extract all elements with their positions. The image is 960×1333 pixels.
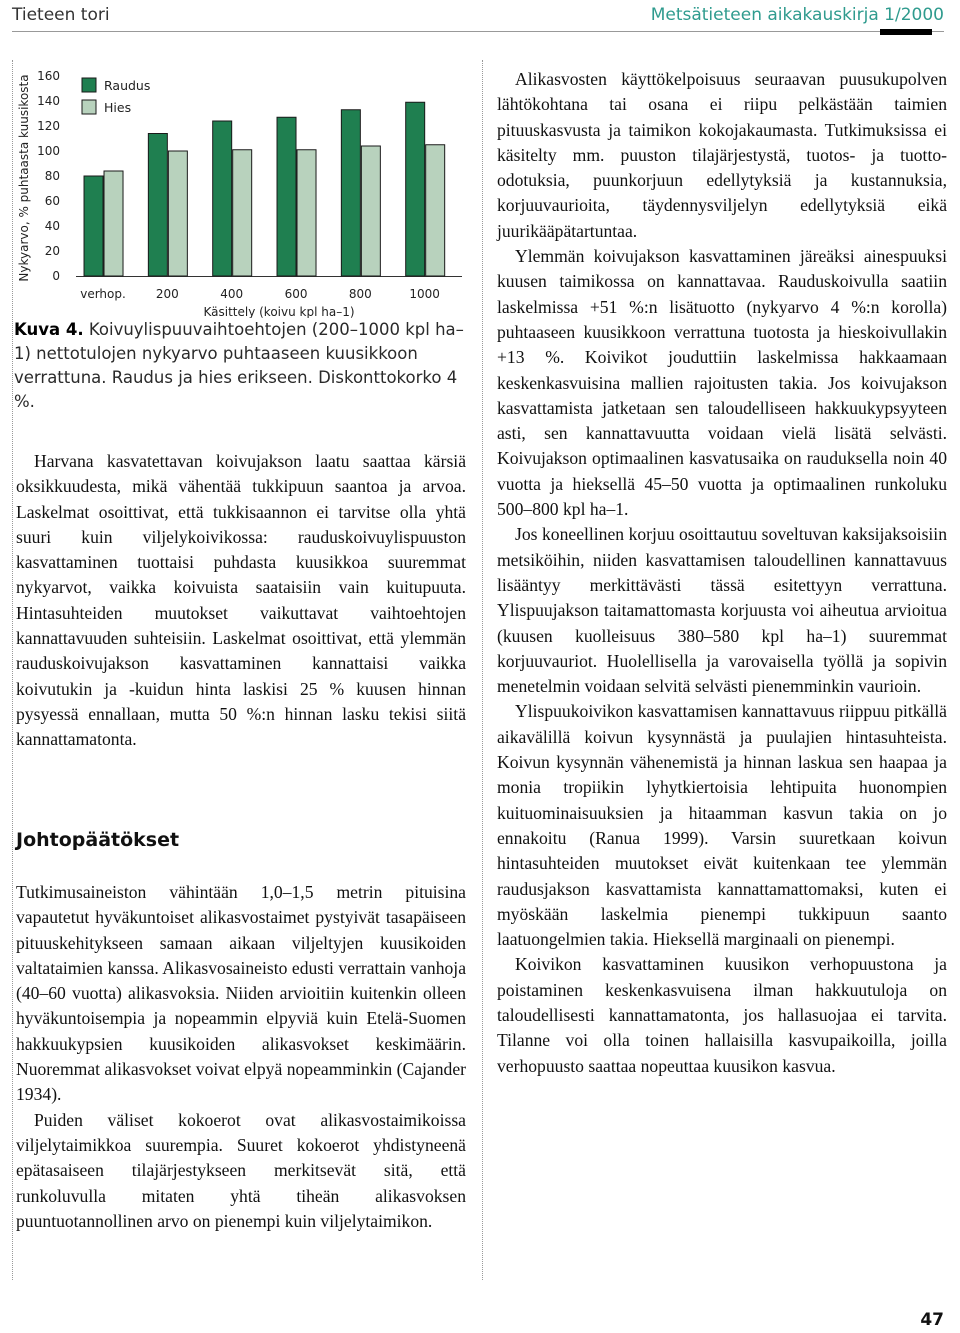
x-tick-label: 600 [284, 287, 308, 301]
x-axis-label: Käsittely (koivu kpl ha–1) [203, 305, 355, 318]
conclusions-text [16, 880, 466, 1234]
x-tick-label: 800 [348, 287, 372, 301]
figure-caption [14, 318, 469, 414]
paragraph: Puiden väliset kokoerot ovat alikasvostaimikoissa viljelytaimikkoa suurempia. Suuret kokoerot yhdistyneenä epätasaiseen tilajärjestykseen merkitsevät sitä, että runkoluvulla mitaten yhtä tiheän alikasvoksen puuntuotannollinen arvo on pienempi kuin viljelytaimikon. [16, 1109, 466, 1231]
page-number: 47 [920, 1310, 944, 1330]
left-column-text [16, 449, 466, 753]
caption-label: Kuva 4. [14, 320, 84, 339]
paragraph: Ylispuukoivikon kasvattamisen kannattavuus riippuu pitkällä aikavälillä koivun kysynnästä ja puulajien hintasuhteista. Koivun kysynnän vähenemistä ja hinnan laskua sen haapaa ja monia tropiikin lyhytkiertoisia lehtipuita huonompien kuituominaisuuksien ja hitaamman kasvun takia on jo ennakoitu (Ranua 1999). Varsin suuretkaan koivun hintasuhteiden muutokset eivät kuitenkaan tee ylemmän raudusjakson kasvattamista kannattamattomaksi, kuten ei myöskään laskelmia pienempi tukkipuun saanto laatuongelmien takia. Hieksellä marginaali on pienempi. [497, 701, 947, 950]
y-tick-label: 140 [37, 94, 60, 108]
bar-raudus-1 [148, 134, 167, 277]
header-rule [12, 31, 944, 32]
paragraph: Alikasvosten käyttökelpoisuus seuraavan puusukupolven lähtökohtana tai osana ei riipu pelkästään taimien pituuskasvusta ja taimikon kokojakaumasta. Tutkimuksissa ei käsitelty mm. puuston tilajärjestystä, tuotos- ja tuotto-odotuksia, puunkorjuun edellytyksiä ja kustannuksia, korjuuvaurioita, täydennysviljelyn edellytyksiä eikä juurikääpätartuntaa. [497, 69, 947, 241]
bar-hies-1 [168, 151, 187, 276]
y-tick-label: 160 [37, 69, 60, 83]
y-axis-label: Nykyarvo, % puhtaasta kuusikosta [17, 74, 31, 282]
legend-label: Raudus [104, 78, 151, 93]
y-tick-label: 60 [44, 194, 60, 208]
bar-hies-4 [361, 146, 380, 276]
bar-hies-0 [104, 171, 123, 276]
legend-swatch-hies [82, 100, 96, 114]
paragraph: Harvana kasvatettavan koivujakson laatu saattaa kärsiä oksikkuudesta, mikä vähentää tukkipuun saantoa ja arvoa. Laskelmat osoittivat, että tukkisaannon ei tarvitse olla yhtä suuri kuin viljelykoivikossa: rauduskoivuylispuuston kasvattaminen tuottaisi puhdasta kuusikkoa suuremmat nykyarvot, vaikka koivuista saataisiin vain kuitupuuta. Hintasuhteiden muutokset vaikuttavat vaihtoehtojen kannattavuuden suhteisiin. Laskelmat osoittivat, että ylemmän rauduskoivujakson kasvattaminen kannattaisi vaikka koivutukin ja -kuidun hinta laskisi 25 % kuusen hinnan pysyessä ennallaan, mutta 50 %:n hinnan lasku tekisi siitä kannattamatonta. [16, 451, 466, 750]
y-tick-label: 20 [44, 244, 60, 258]
paragraph: Tutkimusaineiston vähintään 1,0–1,5 metrin pituisina vapautetut hyväkuntoiset alikasvostaimet pystyivät tasapäiseen pituuskehitykseen samaan aikaan viljeltyjen kuusikoiden valtataimien kanssa. Alikasvosaineisto edusti verrattain vanhoja (40–60 vuotta) alikasvoksia. Niiden arvioitiin kuitenkin olleen hyväkuntoisempia ja nopeammin elpyviä kuin Etelä-Suomen hakkuukypsien kuusikoiden alikasvokset keskimäärin. Nuoremmat alikasvokset voivat elpyä nopeamminkin (Cajander 1934). [16, 882, 466, 1105]
y-tick-label: 80 [44, 169, 60, 183]
bar-raudus-4 [341, 110, 360, 276]
bar-hies-3 [297, 150, 316, 276]
figure-bar-chart [14, 62, 466, 318]
running-header [0, 0, 960, 34]
left-margin-rule [12, 60, 13, 1280]
y-tick-label: 0 [52, 269, 60, 283]
paragraph: Ylemmän koivujakson kasvattaminen järeäksi ainespuuksi kuusen taimikossa on kannattavaa. Rauduskoivulla saatiin laskelmissa +51 %:n lisätuotto (nykyarvo 4 %:n korolla) puhtaaseen kuusikkoon verrattuna tuotosta ja hieskoivullakin +13 %. Koivikot jouduttiin laskelmissa hakkaamaan keskenkasvuisina mallien rajoitusten takia. Jos koivujakson kasvattamista jatketaan sen taloudelliseen hakkuukypsyyteen asti, sen kannattavuutta voidaan vielä lisätä selvästi. Koivujakson optimaalinen kasvatusaika on rauduksella noin 40 vuotta ja hieksellä 45–50 vuotta ja optimaalinen runkoluku 500–800 kpl ha–1. [497, 246, 947, 520]
header-tab [880, 29, 932, 35]
bar-hies-5 [426, 145, 445, 276]
journal-title: Metsätieteen aikakauskirja 1/2000 [650, 5, 944, 25]
column-divider [482, 60, 483, 1280]
right-column-text [497, 67, 947, 1079]
y-tick-label: 40 [44, 219, 60, 233]
bar-raudus-5 [406, 102, 425, 276]
bar-hies-2 [233, 150, 252, 276]
bar-raudus-3 [277, 117, 296, 276]
x-tick-label: 200 [155, 287, 179, 301]
section-heading: Johtopäätökset [16, 829, 180, 851]
y-tick-label: 100 [37, 144, 60, 158]
paragraph: Jos koneellinen korjuu osoittautuu soveltuvan kaksijaksoisiin metsiköihin, niiden kasvattamisen taloudellinen kannattavuus lisääntyy merkittävästi tässä esitettyyn verrattuna. Ylispuujakson taitamattomasta korjuusta voi aiheutua arvioitua (kuusen kuolleisuus 380–580 kpl ha–1) suuremmat korjuuvauriot. Huolellisella ja varovaisella työllä ja sopivin menetelmin voidaan selvitä selvästi pienemminkin vaurioin. [497, 524, 947, 697]
paragraph: Koivikon kasvattaminen kuusikon verhopuustona ja poistaminen keskenkasvuisena ilman hakkuutuloja on taloudellisesti kannattamatonta, jos hallasuojaa ei tarvita. Tilanne voi olla toinen hallaisilla kasvupaikoilla, joilla verhopuusto saattaa nopeuttaa kuusikon kasvua. [497, 954, 947, 1076]
bar-raudus-2 [213, 121, 232, 276]
legend-label: Hies [104, 100, 132, 115]
y-tick-label: 120 [37, 119, 60, 133]
caption-text: Koivuylispuuvaihtoehtojen (200–1000 kpl ha–1) nettotulojen nykyarvo puhtaaseen kuusikkoon verrattuna. Raudus ja hies erikseen. Diskonttokorko 4 %. [14, 320, 464, 411]
section-title: Tieteen tori [12, 5, 110, 25]
chart-svg [14, 62, 466, 318]
x-tick-label: verhop. [80, 287, 126, 301]
bar-raudus-0 [84, 176, 103, 276]
x-tick-label: 400 [220, 287, 244, 301]
legend-swatch-raudus [82, 78, 96, 92]
x-tick-label: 1000 [409, 287, 440, 301]
